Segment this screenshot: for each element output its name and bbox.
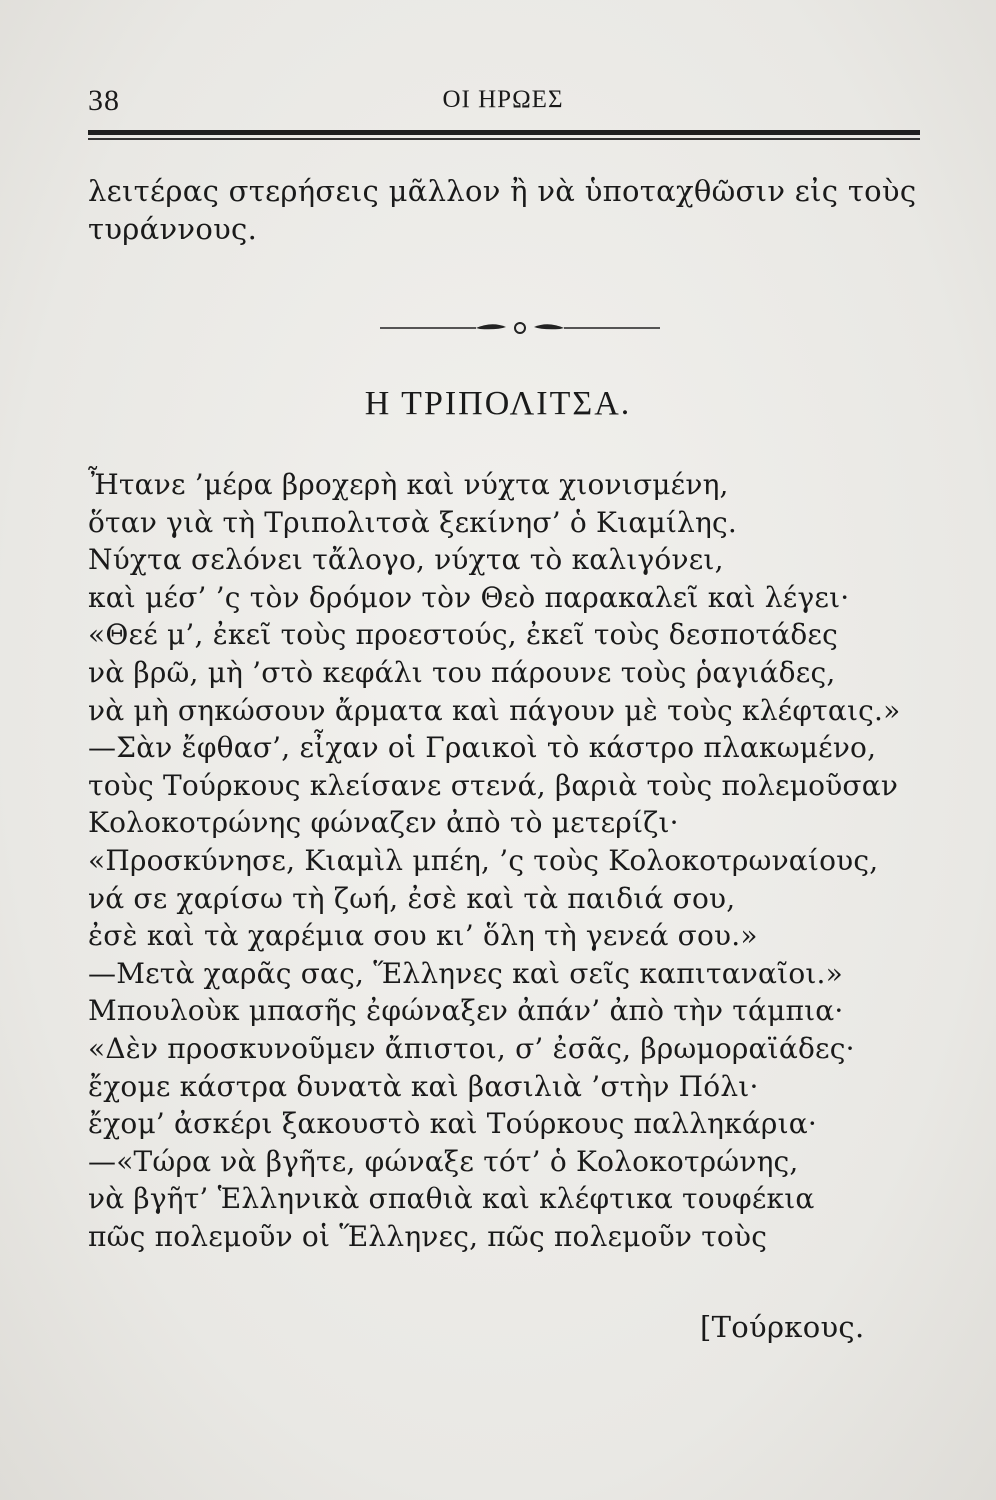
poem-line: ὅταν γιὰ τὴ Τριπολιτσὰ ξεκίνησ’ ὁ Κιαμίλης. xyxy=(88,505,737,539)
intro-line: λειτέρας στερήσεις μᾶλλον ἢ νὰ ὑποταχθῶσιν εἰς τοὺς xyxy=(88,174,917,208)
poem-line: Μπουλοὺκ μπασῆς ἐφώναξεν ἀπάν’ ἀπὸ τὴν τάμπια· xyxy=(88,994,844,1028)
intro-line: τυράννους. xyxy=(88,212,258,246)
catchword: [Τούρκους. xyxy=(700,1310,865,1344)
header-rule-thick xyxy=(88,130,920,135)
intro-paragraph xyxy=(88,172,938,248)
poem-line: νὰ βγῆτ’ Ἑλληνικὰ σπαθιὰ καὶ κλέφτικα τουφέκια xyxy=(88,1182,815,1216)
poem-line: Κολοκοτρώνης φώναζεν ἀπὸ τὸ μετερίζι· xyxy=(88,806,679,840)
poem-line: «Θεέ μ’, ἐκεῖ τοὺς προεστούς, ἐκεῖ τοὺς δεσποτάδες xyxy=(88,618,838,652)
poem-line: ἐσὲ καὶ τὰ χαρέμια σου κι’ ὅλη τὴ γενεά σου.» xyxy=(88,919,758,953)
poem-line: νά σε χαρίσω τὴ ζωή, ἐσὲ καὶ τὰ παιδιά σου, xyxy=(88,881,736,915)
header-rule-thin xyxy=(88,138,920,140)
page-number: 38 xyxy=(88,84,120,117)
poem-line: «Προσκύνησε, Κιαμὶλ μπέη, ’ς τοὺς Κολοκοτρωναίους, xyxy=(88,843,879,877)
poem-line: τοὺς Τούρκους κλείσανε στενά, βαριὰ τοὺς πολεμοῦσαν xyxy=(88,768,899,802)
poem xyxy=(88,466,948,1255)
section-title: Η ΤΡΙΠΟΛΙΤΣΑ. xyxy=(364,385,632,422)
poem-line: πῶς πολεμοῦν οἱ Ἕλληνες, πῶς πολεμοῦν τοὺς xyxy=(88,1219,768,1253)
poem-line: ἔχομε κάστρα δυνατὰ καὶ βασιλιὰ ’στὴν Πόλι· xyxy=(88,1069,759,1103)
running-head xyxy=(88,84,918,124)
poem-line: —«Τώρα νὰ βγῆτε, φώναξε τότ’ ὁ Κολοκοτρώνης, xyxy=(88,1144,799,1178)
poem-line: Νύχτα σελόνει τἄλογο, νύχτα τὸ καλιγόνει, xyxy=(88,543,724,577)
section-ornament xyxy=(380,312,660,342)
poem-line: ἔχομ’ ἀσκέρι ξακουστὸ καὶ Τούρκους παλληκάρια· xyxy=(88,1107,817,1141)
running-title: ΟΙ ΗΡΩΕΣ xyxy=(442,86,564,113)
poem-line: —Σὰν ἔφθασ’, εἶχαν οἱ Γραικοὶ τὸ κάστρο πλακωμένο, xyxy=(88,731,877,765)
poem-line: Ἦτανε ’μέρα βροχερὴ καὶ νύχτα χιονισμένη, xyxy=(88,468,729,501)
poem-line: νὰ μὴ σηκώσουν ἄρματα καὶ πάγουν μὲ τοὺς κλέφταις.» xyxy=(88,693,901,727)
poem-line: «Δὲν προσκυνοῦμεν ἄπιστοι, σ’ ἐσᾶς, βρωμοραϊάδες· xyxy=(88,1031,855,1065)
poem-line: —Μετὰ χαρᾶς σας, Ἕλληνες καὶ σεῖς καπιταναῖοι.» xyxy=(88,956,843,990)
poem-line: καὶ μέσ’ ’ς τὸν δρόμον τὸν Θεὸ παρακαλεῖ καὶ λέγει· xyxy=(88,580,850,614)
poem-line: νὰ βρῶ, μὴ ’στὸ κεφάλι του πάρουνε τοὺς ῥαγιάδες, xyxy=(88,655,836,689)
